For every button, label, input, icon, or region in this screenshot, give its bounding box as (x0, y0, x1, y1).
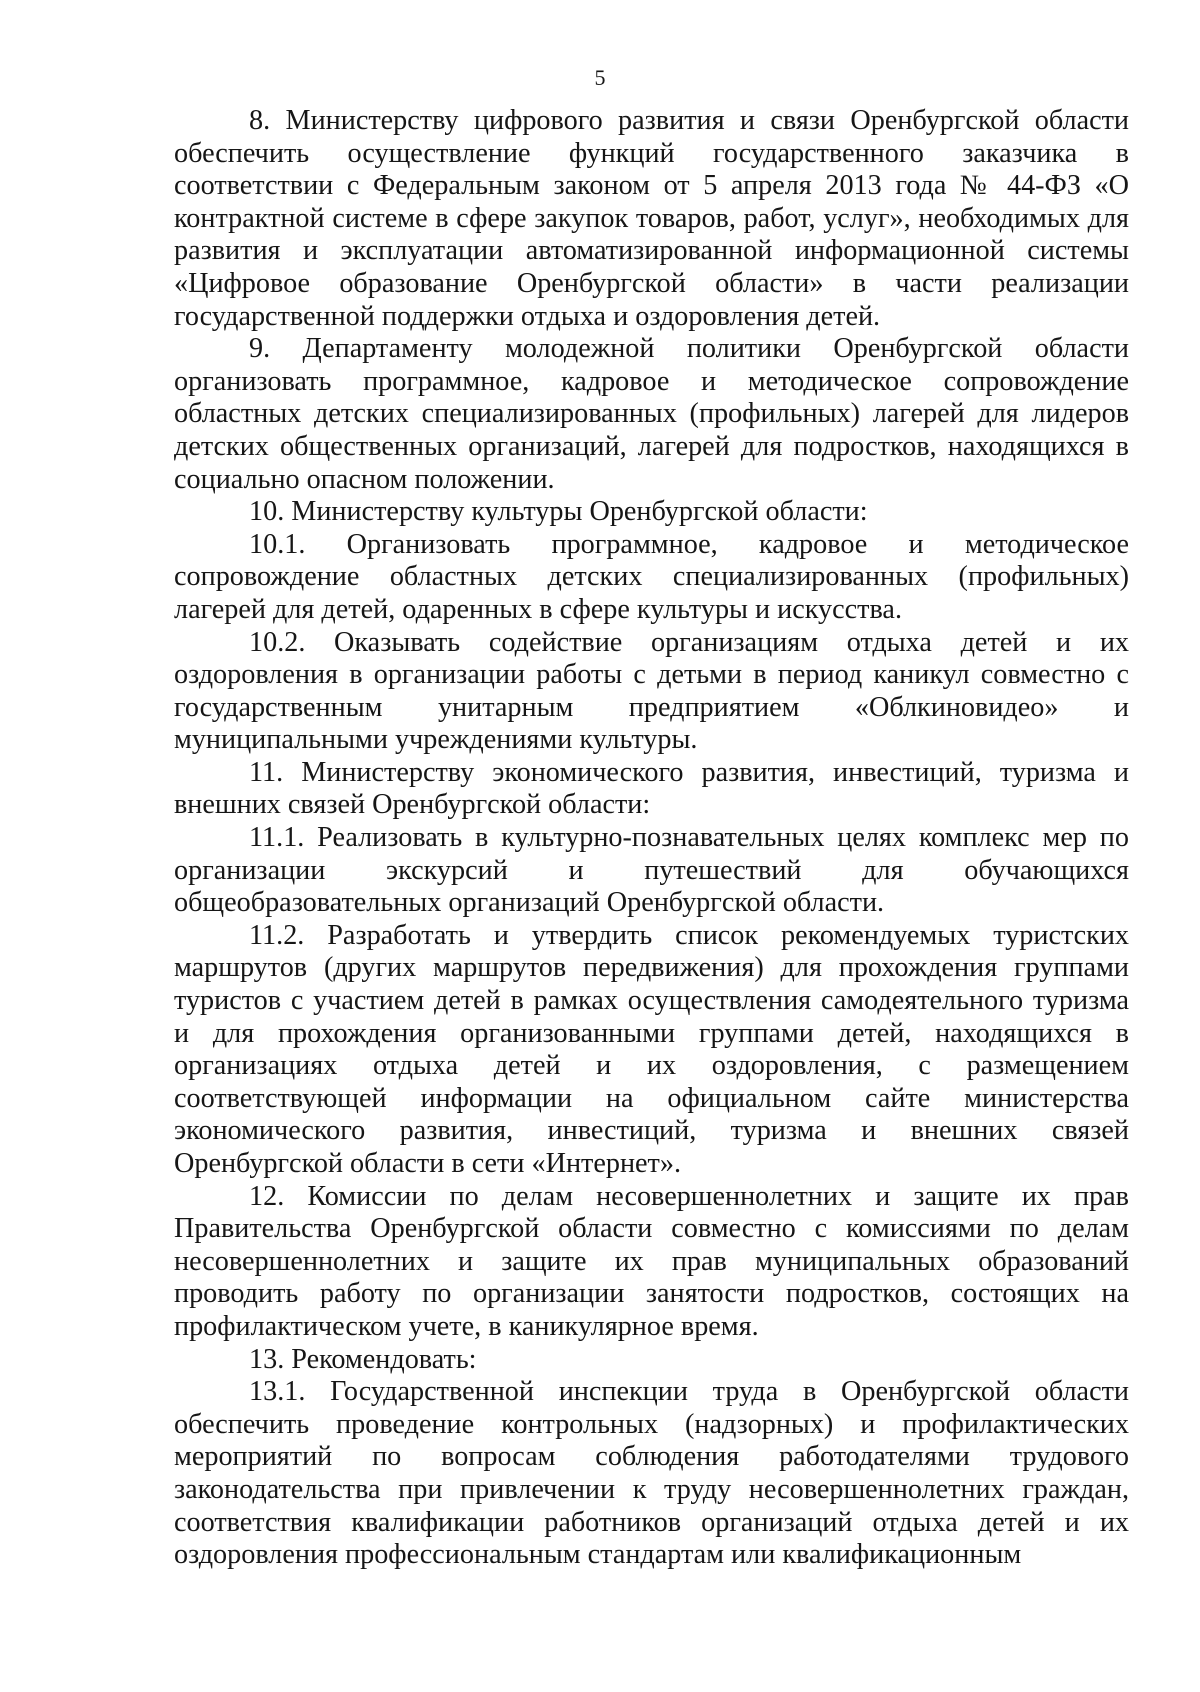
paragraph-11-2: 11.2. Разработать и утвердить список рекомендуемых туристских маршрутов (других маршрутов передвижения) для прохождения группами туристов с участием детей в рамках осуществления самодеятельного туризма и для прохождения организованными группами детей, находящихся в организациях отдыха детей и их оздоровления, с размещением соответствующей информации на официальном сайте министерства экономического развития, инвестиций, туризма и внешних связей Оренбургской области в сети «Интернет». (174, 919, 1129, 1179)
paragraph-8: 8. Министерству цифрового развития и связи Оренбургской области обеспечить осуществление функций государственного заказчика в соответствии с Федеральным законом от 5 апреля 2013 года № 44-ФЗ «О контрактной системе в сфере закупок товаров, работ, услуг», необходимых для развития и эксплуатации автоматизированной информационной системы «Цифровое образование Оренбургской области» в части реализации государственной поддержки отдыха и оздоровления детей. (174, 105, 1129, 332)
paragraph-13: 13. Рекомендовать: (249, 1343, 477, 1375)
paragraph-11: 11. Министерству экономического развития, инвестиций, туризма и внешних связей Оренбургской области: (174, 756, 1129, 821)
paragraph-12: 12. Комиссии по делам несовершеннолетних и защите их прав Правительства Оренбургской области совместно с комиссиями по делам несовершеннолетних и защите их прав муниципальных образований проводить работу по организации занятости подростков, состоящих на профилактическом учете, в каникулярное время. (174, 1180, 1129, 1342)
paragraph-13-1: 13.1. Государственной инспекции труда в Оренбургской области обеспечить проведение контрольных (надзорных) и профилактических мероприятий по вопросам соблюдения работодателями трудового законодательства при привлечении к труду несовершеннолетних граждан, соответствия квалификации работников организаций отдыха детей и их оздоровления профессиональным стандартам или квалификационным (174, 1376, 1129, 1571)
paragraph-10: 10. Министерству культуры Оренбургской области: (249, 496, 868, 528)
page-number: 5 (594, 65, 606, 90)
paragraph-9: 9. Департаменту молодежной политики Оренбургской области организовать программное, кадровое и методическое сопровождение областных детских специализированных (профильных) лагерей для лидеров детских общественных организаций, лагерей для подростков, находящихся в социально опасном положении. (174, 333, 1129, 495)
paragraph-11-1: 11.1. Реализовать в культурно-познавательных целях комплекс мер по организации экскурсий и путешествий для обучающихся общеобразовательных организаций Оренбургской области. (174, 822, 1129, 919)
document-body (174, 105, 1129, 1572)
paragraph-10-2: 10.2. Оказывать содействие организациям отдыха детей и их оздоровления в организации работы с детьми в период каникул совместно с государственным унитарным предприятием «Облкиновидео» и муниципальными учреждениями культуры. (174, 626, 1129, 756)
paragraph-10-1: 10.1. Организовать программное, кадровое и методическое сопровождение областных детских специализированных (профильных) лагерей для детей, одаренных в сфере культуры и искусства. (174, 528, 1129, 625)
